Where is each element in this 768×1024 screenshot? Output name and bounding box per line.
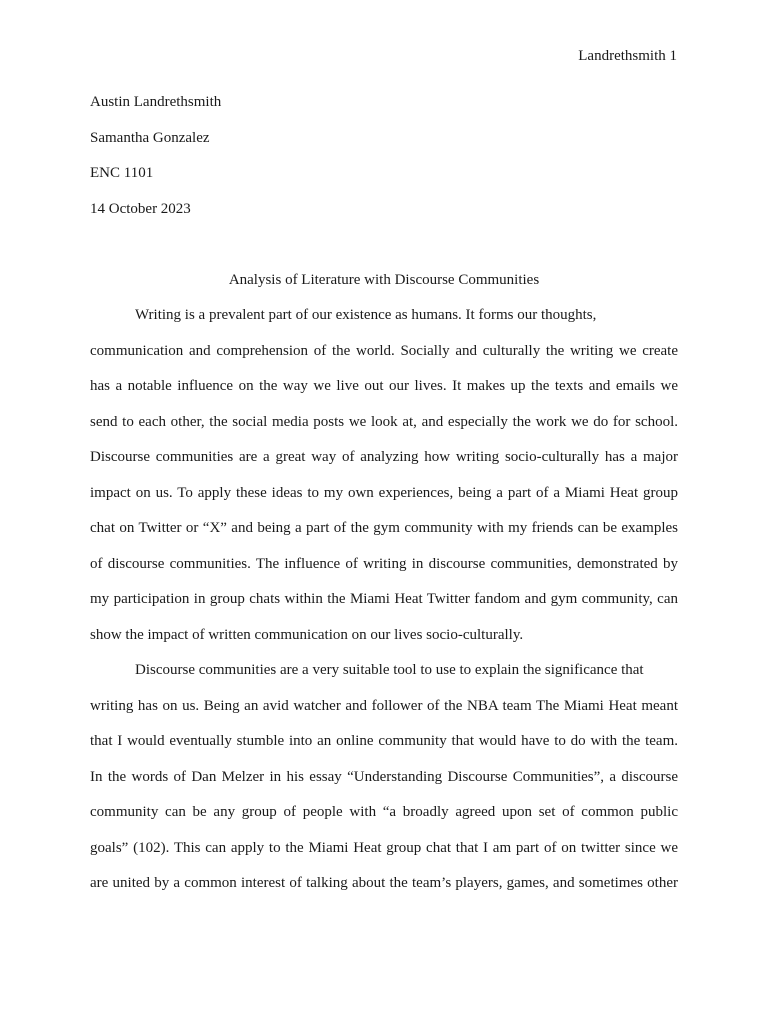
text-line: that I would eventually stumble into an online community that would have to do with the team. — [90, 733, 678, 749]
mla-heading — [90, 92, 680, 234]
text-line: my participation in group chats within the Miami Heat Twitter fandom and gym community, can — [90, 591, 678, 607]
text-line: community can be any group of people with “a broadly agreed upon set of common public — [90, 804, 678, 820]
text-line: Writing is a prevalent part of our existence as humans. It forms our thoughts, — [135, 307, 597, 323]
essay-title: Analysis of Literature with Discourse Communities — [228, 272, 540, 288]
text-line: Discourse communities are a very suitable tool to use to explain the significance that — [135, 662, 644, 678]
text-line: Discourse communities are a great way of analyzing how writing socio-culturally has a major — [90, 449, 678, 465]
text-line: are united by a common interest of talking about the team’s players, games, and sometimes other — [90, 875, 678, 891]
text-line: goals” (102). This can apply to the Miami Heat group chat that I am part of on twitter since we — [90, 839, 678, 856]
text-line: show the impact of written communication on our lives socio-culturally. — [90, 626, 524, 643]
text-line: send to each other, the social media posts we look at, and especially the work we do for school. — [90, 413, 678, 430]
text-line: impact on us. To apply these ideas to my own experiences, being a part of a Miami Heat group — [90, 484, 678, 501]
course-name: ENC 1101 — [90, 165, 154, 181]
date: 14 October 2023 — [90, 200, 191, 217]
instructor-name: Samantha Gonzalez — [90, 129, 210, 146]
text-line: In the words of Dan Melzer in his essay “Understanding Discourse Communities”, a discourse — [90, 768, 678, 785]
text-line: writing has on us. Being an avid watcher and follower of the NBA team The Miami Heat meant — [90, 697, 678, 714]
text-line: has a notable influence on the way we live out our lives. It makes up the texts and emails we — [90, 378, 678, 394]
author-name: Austin Landrethsmith — [90, 94, 222, 110]
running-head: Landrethsmith 1 — [578, 48, 677, 64]
text-line: communication and comprehension of the world. Socially and culturally the writing we create — [90, 342, 678, 359]
text-line: chat on Twitter or “X” and being a part of the gym community with my friends can be examples — [90, 520, 678, 536]
essay-body — [90, 305, 678, 909]
text-line: of discourse communities. The influence of writing in discourse communities, demonstrated by — [90, 555, 678, 572]
